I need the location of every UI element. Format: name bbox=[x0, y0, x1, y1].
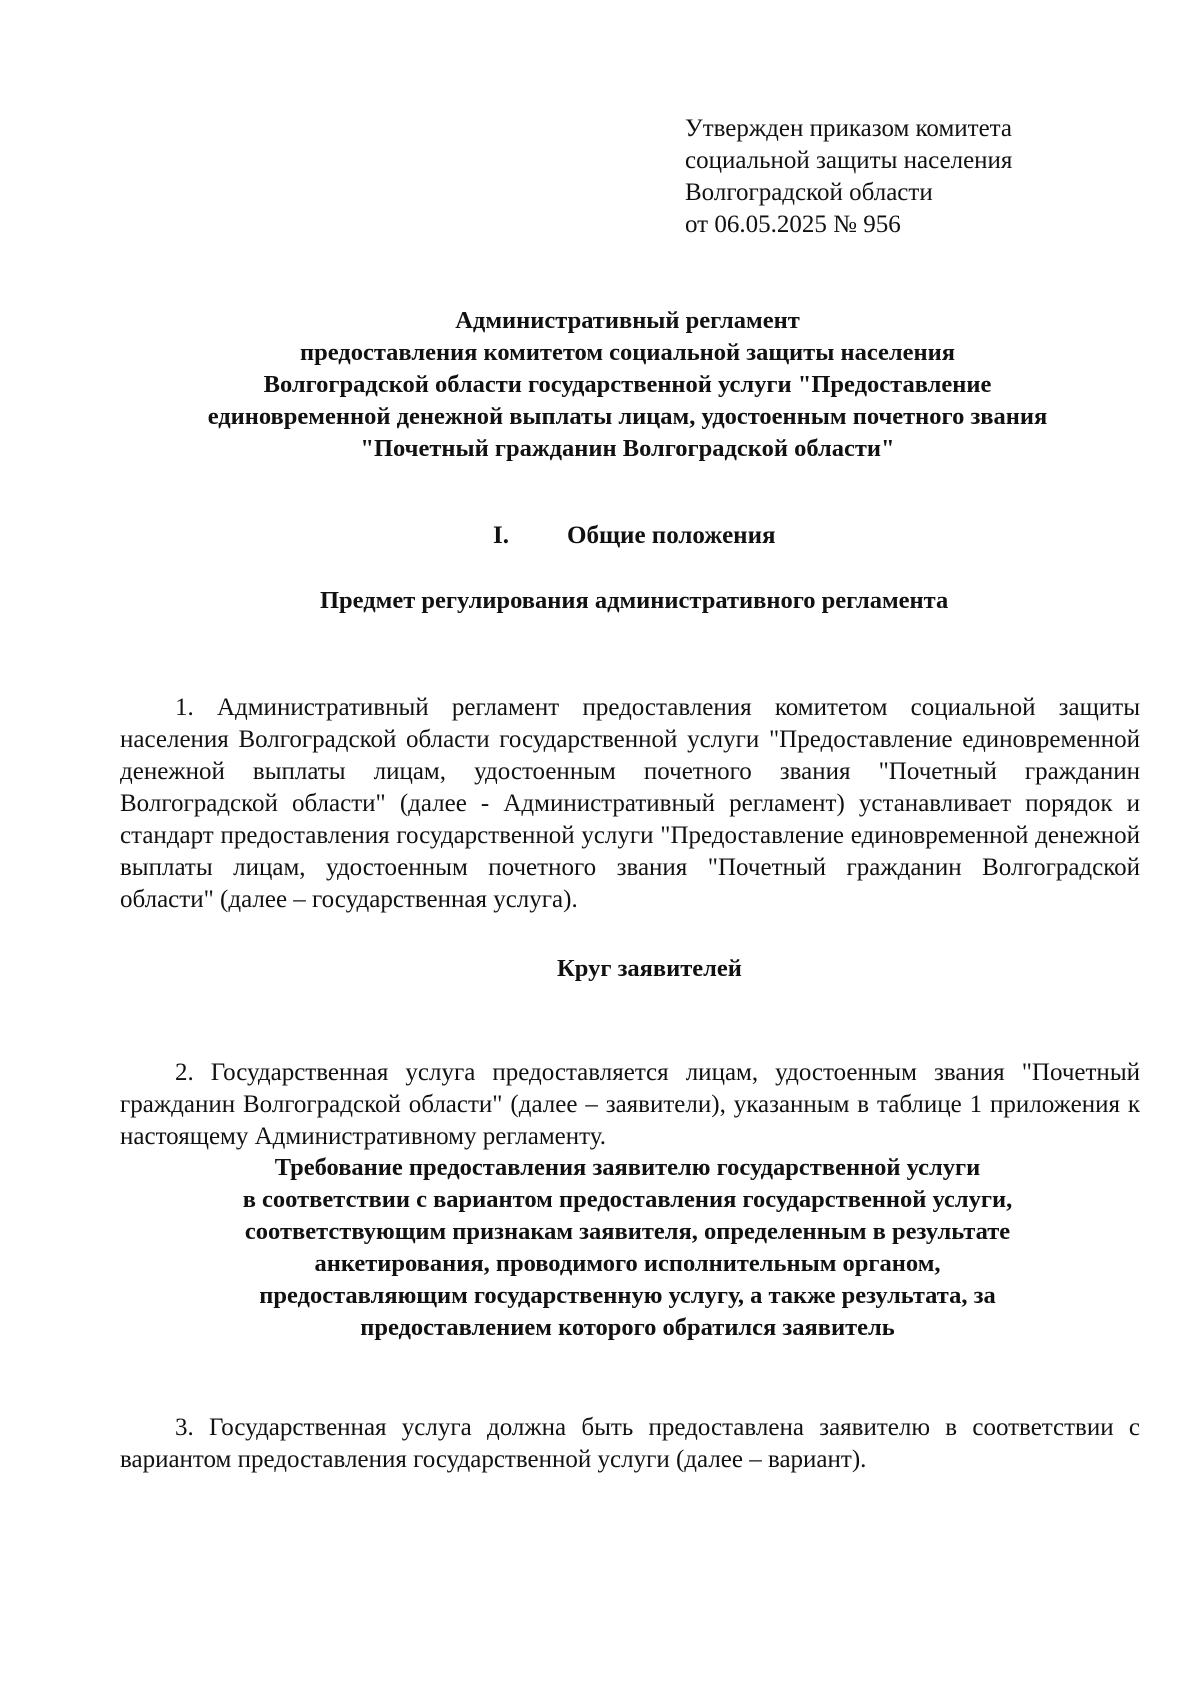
paragraph-2: 2. Государственная услуга предоставляется лицам, удостоенным звания "Почетный гражданин Волгоградской области" (далее – заявители), указанным в таблице 1 приложения к настоящему Административному регламенту. bbox=[120, 1059, 1140, 1150]
paragraph-1: 1. Административный регламент предоставления комитетом социальной защиты населения Волгоградской области государственной услуги "Предоставление единовременной денежной выплаты лицам, удостоенным почетного звания "Почетный гражданин Волгоградской области" (далее - Административный регламент) устанавливает порядок и стандарт предоставления государственной услуги "Предоставление единовременной денежной выплаты лицам, удостоенным почетного звания "Почетный гражданин Волгоградской области" (далее – государственная услуга). bbox=[120, 694, 1140, 913]
approval-line-2: социальной защиты населения bbox=[685, 147, 1013, 174]
approval-stamp-block bbox=[685, 113, 1012, 241]
requirement-line-6: предоставлением которого обратился заявитель bbox=[360, 1314, 895, 1341]
title-line-1: Административный регламент bbox=[455, 307, 800, 334]
title-line-4: единовременной денежной выплаты лицам, удостоенным почетного звания bbox=[207, 403, 1048, 430]
requirement-line-3: соответствующим признакам заявителя, определенным в результате bbox=[244, 1218, 1011, 1245]
paragraph-3: 3. Государственная услуга должна быть предоставлена заявителю в соответствии с вариантом предоставления государственной услуги (далее – вариант). bbox=[120, 1414, 1140, 1473]
approval-line-1: Утвержден приказом комитета bbox=[685, 115, 1012, 142]
requirement-line-1: Требование предоставления заявителю государственной услуги bbox=[274, 1154, 981, 1181]
title-line-2: предоставления комитетом социальной защиты населения bbox=[300, 339, 955, 366]
approval-line-4: от 06.05.2025 № 956 bbox=[685, 211, 901, 238]
section-number: I. bbox=[493, 522, 509, 549]
section-title: Общие положения bbox=[567, 522, 776, 549]
subheading-requirement bbox=[120, 1152, 1135, 1344]
requirement-line-2: в соответствии с вариантом предоставления государственной услуги, bbox=[242, 1186, 1013, 1213]
requirement-line-5: предоставляющим государственную услугу, а также результата, за bbox=[259, 1282, 996, 1309]
document-title bbox=[120, 305, 1135, 465]
subheading-subject: Предмет регулирования административного регламента bbox=[320, 587, 949, 614]
title-line-3: Волгоградской области государственной услуги "Предоставление bbox=[263, 371, 992, 398]
approval-line-3: Волгоградской области bbox=[685, 179, 933, 206]
requirement-line-4: анкетирования, проводимого исполнительным органом, bbox=[314, 1250, 941, 1277]
title-line-5: "Почетный гражданин Волгоградской области" bbox=[360, 435, 895, 462]
subheading-applicants: Круг заявителей bbox=[557, 955, 742, 982]
